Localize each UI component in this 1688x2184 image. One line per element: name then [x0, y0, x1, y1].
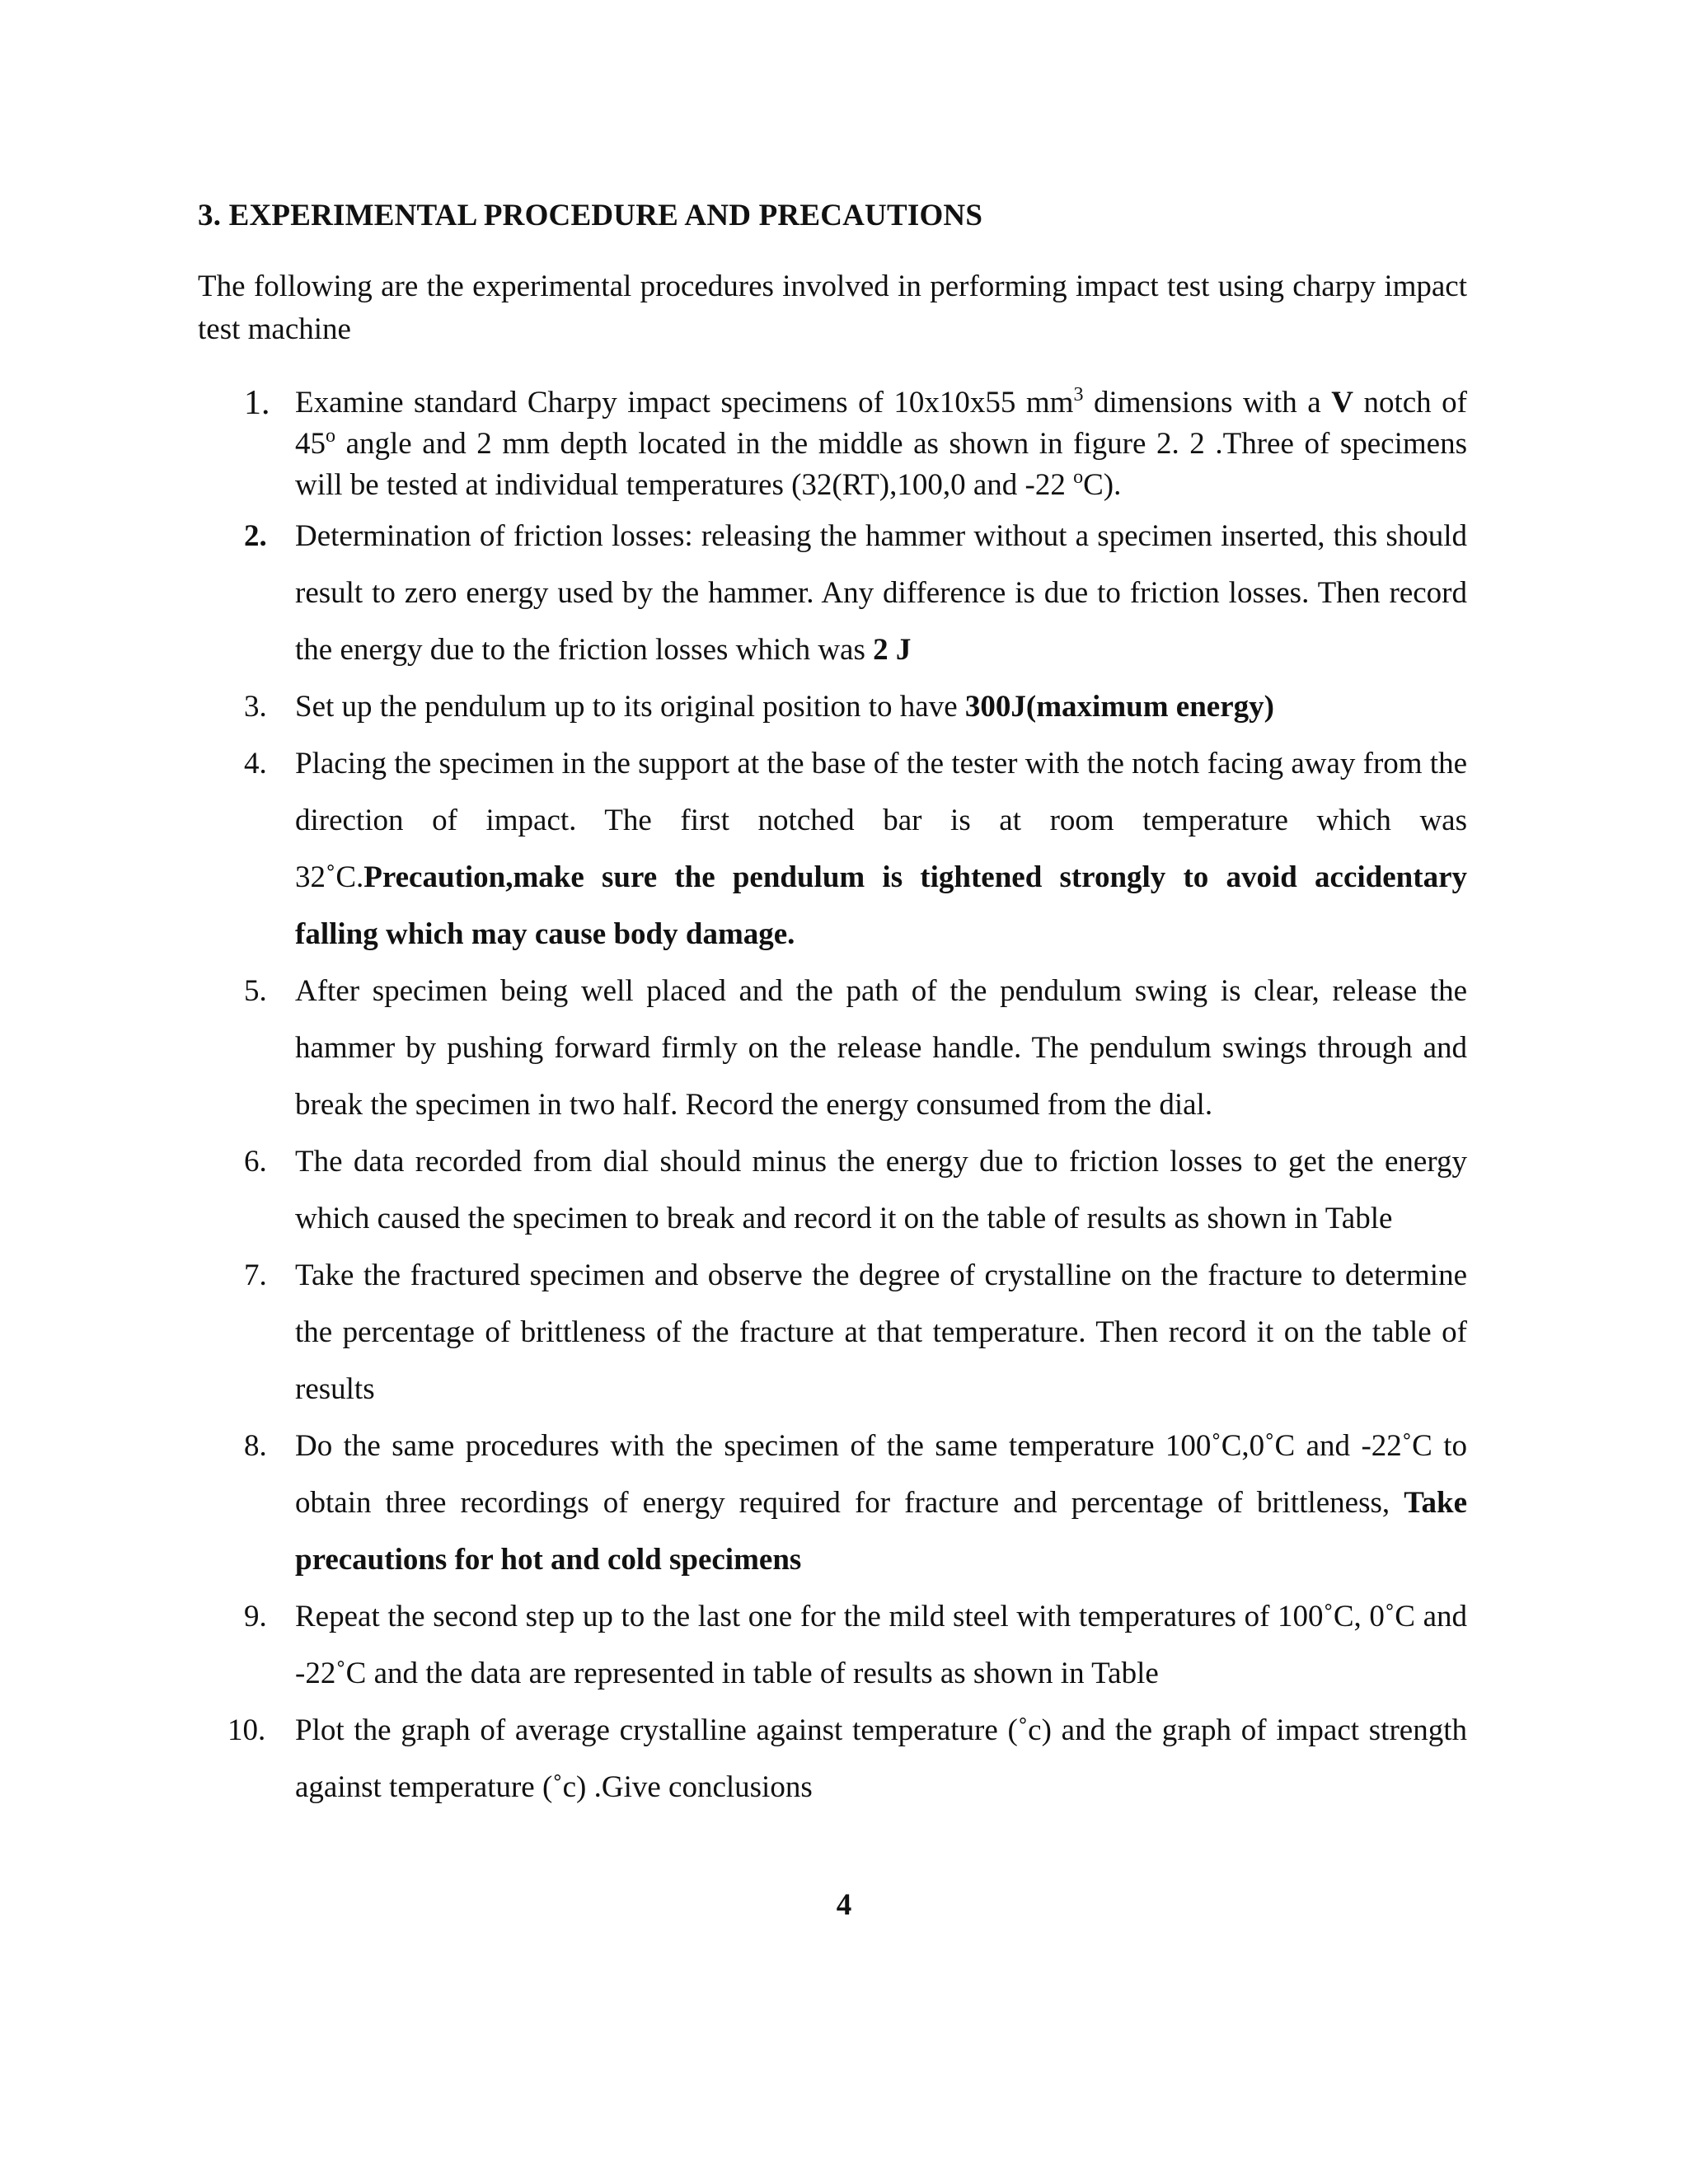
procedure-list — [198, 382, 1467, 1816]
list-item-text: The data recorded from dial should minus the energy due to friction losses to get the energy which caused the specimen to break and record it on the table of results as shown in Table — [295, 1145, 1467, 1235]
list-item-text: Plot the graph of average crystalline against temperature (˚c) and the graph of impact strength against temperature (˚c) .Give conclusions — [295, 1713, 1467, 1804]
section-heading: 3. EXPERIMENTAL PROCEDURE AND PRECAUTIONS — [198, 199, 983, 232]
list-item-text: Set up the pendulum up to its original position to have — [295, 690, 965, 724]
list-item-number: 9. — [244, 1600, 267, 1633]
list-item — [198, 678, 1467, 735]
list-item-number: 6. — [244, 1145, 267, 1179]
list-item-number: 8. — [244, 1429, 267, 1463]
superscript: 3 — [1073, 384, 1084, 405]
list-item-text: Repeat the second step up to the last one for the mild steel with temperatures of 100˚C, 0˚C and -22˚C and the data are represented in table of results as shown in Table — [295, 1600, 1467, 1690]
bold-text: Take precautions for hot and cold specimens — [295, 1486, 1467, 1577]
list-item — [198, 1418, 1467, 1588]
list-item — [198, 1702, 1467, 1816]
bold-text: 300J(maximum energy) — [964, 690, 1274, 724]
intro-paragraph: The following are the experimental procedures involved in performing impact test using charpy impact test machine — [198, 269, 1467, 346]
list-item — [198, 963, 1467, 1133]
list-item-text: Placing the specimen in the support at the base of the tester with the notch facing away from the direction of impact. The first notched bar is at room temperature which was 32˚C. — [295, 747, 1468, 894]
list-item-number: 3. — [244, 690, 267, 724]
list-item-text: notch of 45 — [295, 386, 1467, 461]
list-item-text: Examine standard Charpy impact specimens of 10x10x55 mm — [295, 386, 1074, 419]
list-item — [198, 1588, 1467, 1702]
list-item-text: dimensions with a — [1083, 386, 1332, 419]
list-item-text: Do the same procedures with the specimen of the same temperature 100˚C,0˚C and -22˚C to obtain three recordings of energy required for fracture and percentage of brittleness, — [295, 1429, 1467, 1520]
list-item-text: C). — [1083, 468, 1122, 502]
page-number: 4 — [836, 1888, 852, 1922]
list-item-text: Take the fractured specimen and observe the degree of crystalline on the fracture to determine the percentage of brittleness of the fracture at that temperature. Then record it on the table of results — [295, 1258, 1467, 1406]
list-item — [198, 1247, 1467, 1418]
list-item-number: 4. — [244, 747, 267, 780]
list-item — [198, 508, 1467, 678]
bold-text: V — [1331, 386, 1353, 419]
list-item-number: 1. — [244, 384, 270, 422]
list-item — [198, 382, 1467, 506]
list-item-text: Determination of friction losses: releasing the hammer without a specimen inserted, this should result to zero energy used by the hammer. Any difference is due to friction losses. Then record the energy due to the friction losses which was — [295, 519, 1467, 667]
superscript: o — [1073, 466, 1084, 488]
bold-text: 2 J — [873, 633, 912, 667]
list-item — [198, 1133, 1467, 1247]
list-item-text: angle and 2 mm depth located in the middle as shown in figure 2. 2 .Three of specimens will be tested at individual temperatures (32(RT),100,0 and -22 — [295, 427, 1467, 502]
list-item-number: 5. — [244, 974, 267, 1008]
list-item-number: 7. — [244, 1258, 267, 1292]
list-item-text: After specimen being well placed and the path of the pendulum swing is clear, release the hammer by pushing forward firmly on the release handle. The pendulum swings through and break the specimen in two half. Record the energy consumed from the dial. — [295, 974, 1467, 1122]
superscript: o — [326, 425, 335, 447]
list-item-number: 2. — [244, 519, 267, 553]
list-item-number: 10. — [227, 1713, 266, 1747]
list-item — [198, 735, 1467, 963]
bold-text: Precaution,make sure the pendulum is tightened strongly to avoid accidentary falling which may cause body damage. — [295, 860, 1467, 951]
